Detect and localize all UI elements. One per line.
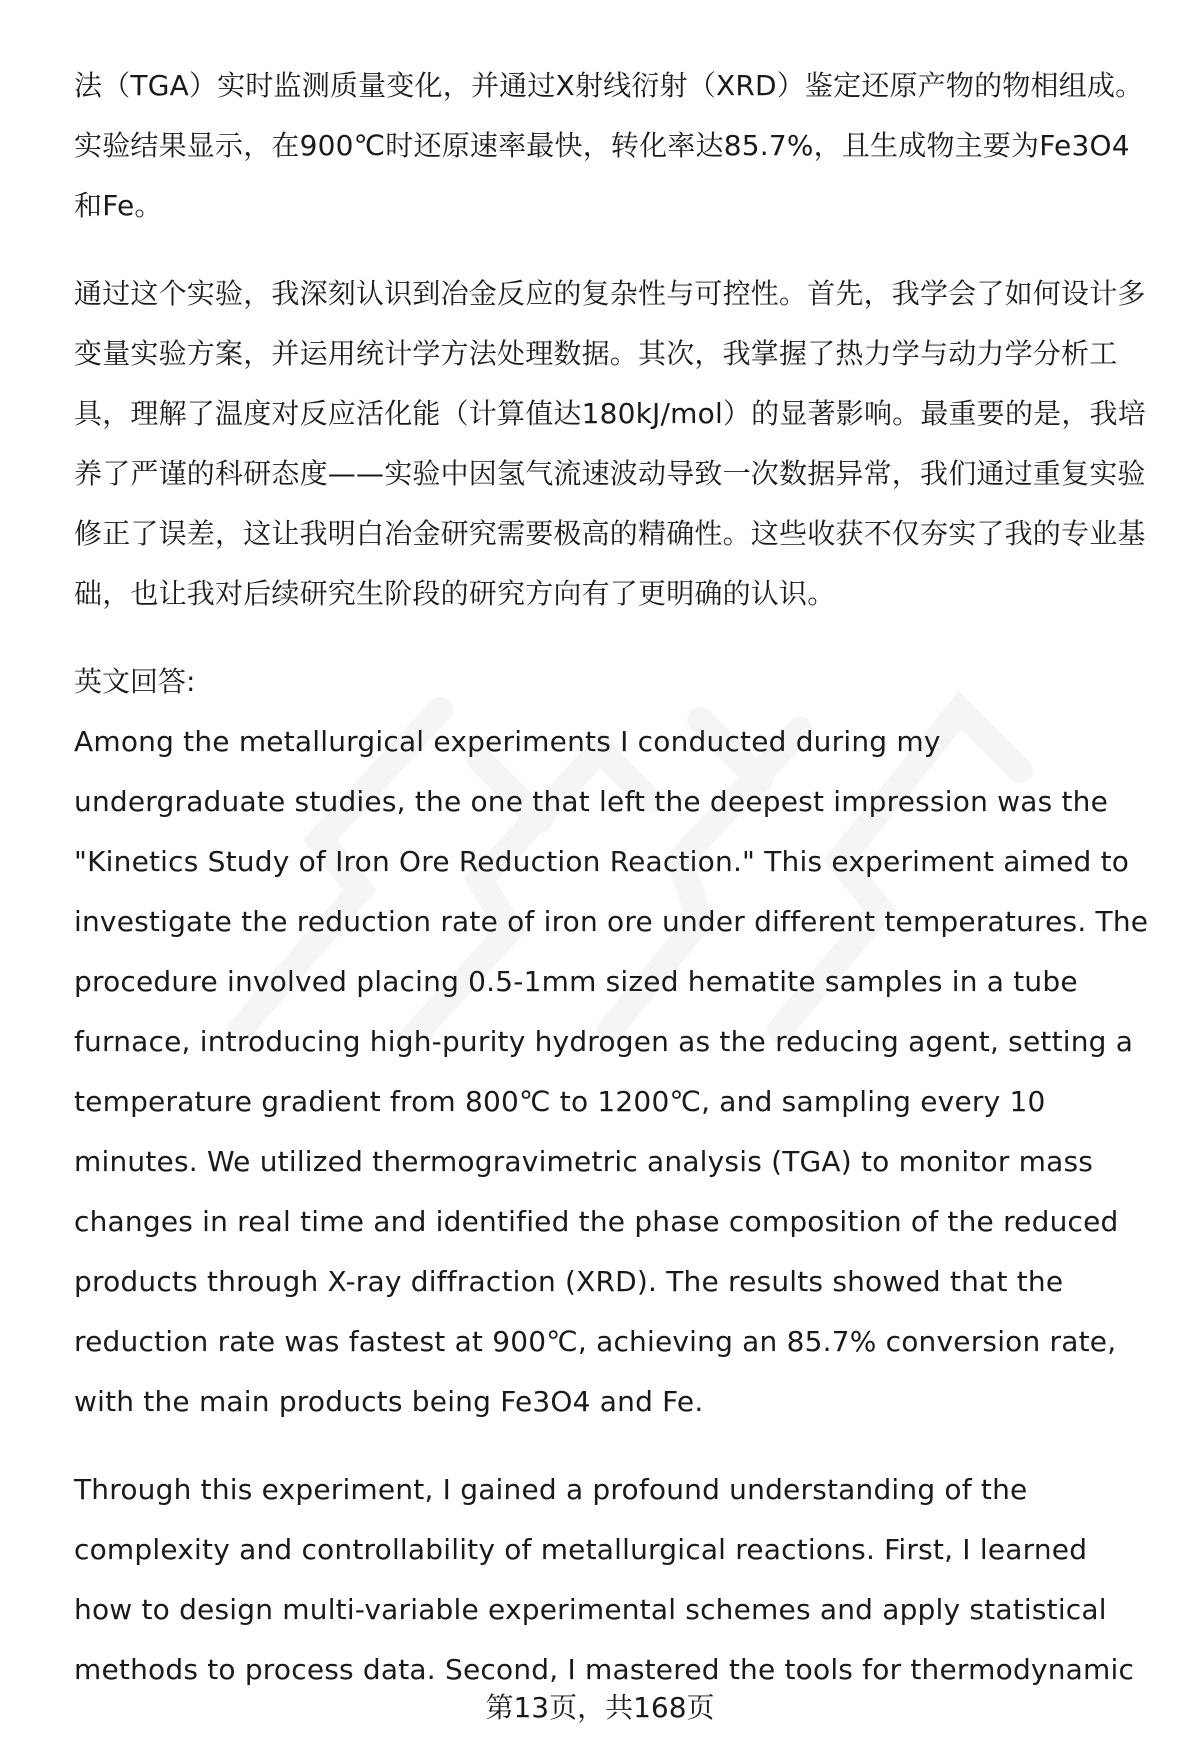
chinese-paragraph-2: 通过这个实验，我深刻认识到冶金反应的复杂性与可控性。首先，我学会了如何设计多变量实验方案，并运用统计学方法处理数据。其次，我掌握了热力学与动力学分析工具，理解了温度对反应活化能（计算值达180kJ/mol）的显著影响。最重要的是，我培养了严谨的科研态度——实验中因氢气流速波动导致一次数据异常，我们通过重复实验修正了误差，这让我明白冶金研究需要极高的精确性。这些收获不仅夯实了我的专业基础，也让我对后续研究生阶段的研究方向有了更明确的认识。 <box>74 277 1146 610</box>
english-answer-label: 英文回答: <box>74 665 196 698</box>
document-body <box>74 56 1154 1700</box>
english-paragraph-1: Among the metallurgical experiments I conducted during my undergraduate studies, the one that left the deepest impression was the "Kinetics Study of Iron Ore Reduction Reaction." This experiment aimed to investigate the reduction rate of iron ore under different temperatures. The procedure involved placing 0.5-1mm sized hematite samples in a tube furnace, introducing high-purity hydrogen as the reducing agent, setting a temperature gradient from 800℃ to 1200℃, and sampling every 10 minutes. We utilized thermogravimetric analysis (TGA) to monitor mass changes in real time and identified the phase composition of the reduced products through X-ray diffraction (XRD). The results showed that the reduction rate was fastest at 900℃, achieving an 85.7% conversion rate, with the main products being Fe3O4 and Fe. <box>74 725 1149 1418</box>
page-number: 第13页，共168页 <box>485 1691 715 1724</box>
chinese-paragraph-1: 法（TGA）实时监测质量变化，并通过X射线衍射（XRD）鉴定还原产物的物相组成。实验结果显示，在900℃时还原速率最快，转化率达85.7%，且生成物主要为Fe3O4和Fe。 <box>74 69 1144 222</box>
english-paragraph-2: Through this experiment, I gained a profound understanding of the complexity and controllability of metallurgical reactions. First, I learned how to design multi-variable experimental schemes and apply statistical methods to process data. Second, I mastered the tools for thermodynamic <box>74 1473 1135 1686</box>
